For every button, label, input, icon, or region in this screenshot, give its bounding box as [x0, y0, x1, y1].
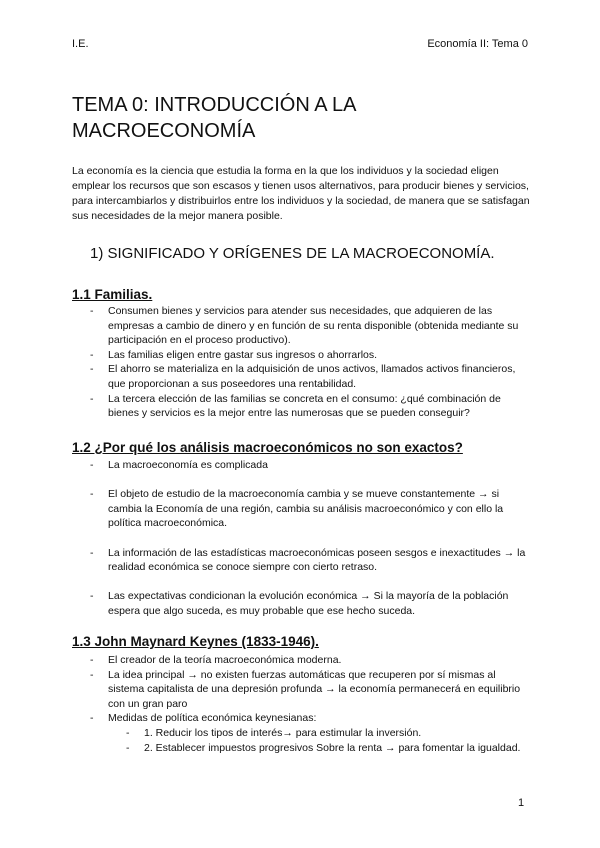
section-1-1-list: [72, 304, 528, 421]
list-item: - La tercera elección de las familias se concreta en el consumo: ¿qué combinación de bienes y servicios es la mejor entre las numerosas que se pueden conseguir?: [72, 392, 528, 421]
list-item: - La idea principal → no existen fuerzas automáticas que recuperen por sí mismas al sistema capitalista de una depresión profunda → la economía permanecerá en equilibrio con un gran paro: [72, 668, 528, 712]
header-left: I.E.: [72, 38, 89, 50]
page-number: 1: [518, 797, 525, 809]
title-line-1: TEMA 0: INTRODUCCIÓN A LA: [72, 94, 357, 116]
section-1-3-list: [72, 653, 528, 755]
list-item: - La información de las estadísticas macroeconómicas poseen sesgos e inexactitudes → la realidad económica se conoce siempre con cierto retraso.: [72, 546, 528, 575]
section-1-2-title: 1.2 ¿Por qué los análisis macroeconómicos no son exactos?: [72, 440, 463, 455]
page-header: [72, 38, 528, 54]
list-item-text: Medidas de política económica keynesianas:: [108, 712, 317, 725]
list-item: [72, 711, 528, 755]
title-line-2: MACROECONOMÍA: [72, 120, 256, 142]
list-item: - Las expectativas condicionan la evolución económica → Si la mayoría de la población espera que algo suceda, es muy probable que ese hecho suceda.: [72, 589, 528, 618]
sub-list-item: - 2. Establecer impuestos progresivos Sobre la renta → para fomentar la igualdad.: [108, 741, 528, 756]
list-item: - El creador de la teoría macroeconómica moderna.: [72, 653, 528, 668]
list-item: - Consumen bienes y servicios para atender sus necesidades, que adquieren de las empresas a cambio de dinero y en función de su renta disponible (obtenida mediante su participación en el proceso productivo).: [72, 304, 528, 348]
section-1-3-title: 1.3 John Maynard Keynes (1833-1946).: [72, 634, 319, 649]
header-right: Economía II: Tema 0: [427, 38, 528, 50]
section-1-2-list: [72, 458, 528, 633]
intro-paragraph: La economía es la ciencia que estudia la forma en la que los individuos y la sociedad eligen emplear los recursos que son escasos y tienen usos alternativos, para producir bienes y servicios, para intercambiarlos y distribuirlos entre los individuos y la sociedad, de manera que se satisfagan sus necesidades de la mejor manera posible.: [72, 165, 530, 222]
sub-list: [108, 726, 528, 755]
section-1-1-title: 1.1 Familias.: [72, 287, 153, 302]
list-item: - La macroeconomía es complicada: [72, 458, 528, 473]
document-title: [72, 92, 528, 144]
list-item: - El ahorro se materializa en la adquisición de unos activos, llamados activos financieros, que proporcionan a sus poseedores una rentabilidad.: [72, 362, 528, 391]
list-item: - Las familias eligen entre gastar sus ingresos o ahorrarlos.: [72, 348, 528, 363]
list-item: - El objeto de estudio de la macroeconomía cambia y se mueve constantemente → si cambia la Economía de una región, cambia su análisis macroeconómico y con ello la política macroeconómica.: [72, 487, 528, 531]
heading-1: 1) SIGNIFICADO Y ORÍGENES DE LA MACROECONOMÍA.: [90, 245, 495, 262]
sub-list-item: - 1. Reducir los tipos de interés→ para estimular la inversión.: [108, 726, 528, 741]
